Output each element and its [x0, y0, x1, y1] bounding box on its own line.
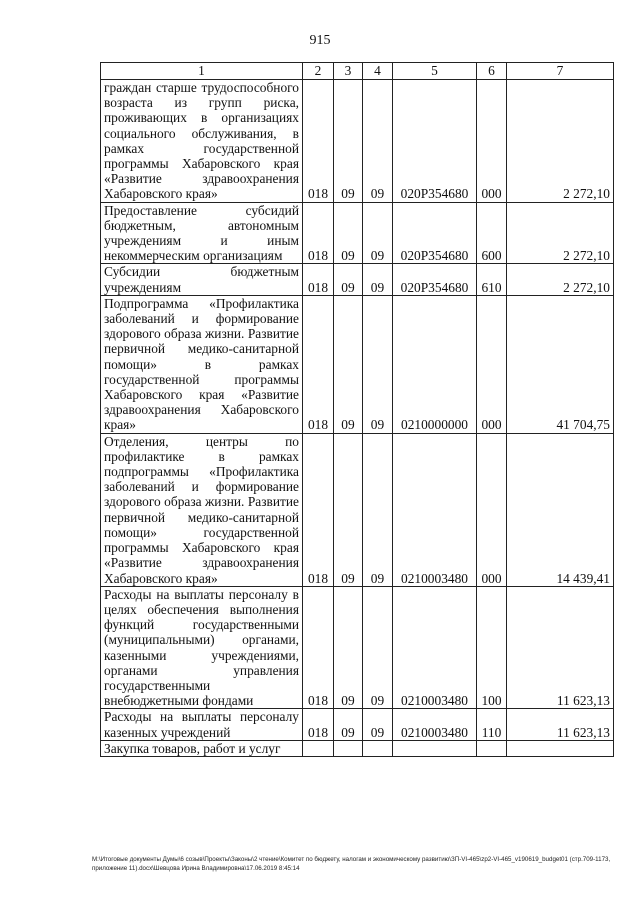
- expense-type-code: 000: [477, 433, 507, 586]
- row-description: граждан старше трудоспособного возраста из групп риска, проживающих в организациях социального обслуживания, в рамках государственной программы Хабаровского края «Развитие здравоохранения Хабаровского края»: [101, 80, 303, 203]
- target-article-code: 020Р354680: [393, 80, 477, 203]
- target-article-code: 020Р354680: [393, 264, 477, 295]
- header-col-6: 6: [477, 63, 507, 80]
- amount: 14 439,41: [507, 433, 614, 586]
- budget-table: [100, 62, 614, 757]
- target-article-code: 0210003480: [393, 586, 477, 709]
- table-row: [101, 202, 614, 264]
- header-row: [101, 63, 614, 80]
- ministry-code: 018: [303, 264, 334, 295]
- table-row: [101, 433, 614, 586]
- ministry-code: 018: [303, 80, 334, 203]
- expense-type-code: 100: [477, 586, 507, 709]
- row-description: Субсидии бюджетным учреждениям: [101, 264, 303, 295]
- table-row: [101, 264, 614, 295]
- table-row: [101, 586, 614, 709]
- empty-cell: [507, 740, 614, 756]
- empty-cell: [303, 740, 334, 756]
- ministry-code: 018: [303, 295, 334, 433]
- table-row: [101, 295, 614, 433]
- subsection-code: 09: [363, 709, 393, 740]
- header-col-3: 3: [334, 63, 363, 80]
- row-description: Расходы на выплаты персоналу казенных учреждений: [101, 709, 303, 740]
- row-description: Отделения, центры по профилактике в рамках подпрограммы «Профилактика заболеваний и формирование здорового образа жизни. Развитие первичной медико-санитарной помощи» государственной программы Хабаровского края «Развитие здравоохранения Хабаровского края»: [101, 433, 303, 586]
- empty-cell: [363, 740, 393, 756]
- empty-cell: [477, 740, 507, 756]
- row-description: Закупка товаров, работ и услуг: [101, 740, 303, 756]
- ministry-code: 018: [303, 709, 334, 740]
- section-code: 09: [334, 80, 363, 203]
- ministry-code: 018: [303, 202, 334, 264]
- row-description: Расходы на выплаты персоналу в целях обеспечения выполнения функций государственными (муниципальными) органами, казенными учреждениями, органами управления государственными внебюджетными фондами: [101, 586, 303, 709]
- section-code: 09: [334, 433, 363, 586]
- section-code: 09: [334, 709, 363, 740]
- target-article-code: 0210003480: [393, 709, 477, 740]
- table-row: [101, 709, 614, 740]
- expense-type-code: 600: [477, 202, 507, 264]
- document-footer-path: M:\Итоговые документы Думы\6 созыв\Проекты\Законы\2 чтение\Комитет по бюджету, налогам и экономическому развитию\ЗП-VI-465\zp2-VI-465_v190619_budget01 (стр.709-1173, приложение 11).docx\Шевцова Ирина Владимировна\17.06.2019 8:45:14: [92, 856, 611, 872]
- expense-type-code: 610: [477, 264, 507, 295]
- empty-cell: [393, 740, 477, 756]
- subsection-code: 09: [363, 586, 393, 709]
- expense-type-code: 110: [477, 709, 507, 740]
- header-col-2: 2: [303, 63, 334, 80]
- table-row: [101, 80, 614, 203]
- expense-type-code: 000: [477, 295, 507, 433]
- subsection-code: 09: [363, 295, 393, 433]
- target-article-code: 0210000000: [393, 295, 477, 433]
- subsection-code: 09: [363, 202, 393, 264]
- ministry-code: 018: [303, 433, 334, 586]
- subsection-code: 09: [363, 433, 393, 586]
- ministry-code: 018: [303, 586, 334, 709]
- header-col-5: 5: [393, 63, 477, 80]
- section-code: 09: [334, 202, 363, 264]
- subsection-code: 09: [363, 264, 393, 295]
- amount: 2 272,10: [507, 80, 614, 203]
- expense-type-code: 000: [477, 80, 507, 203]
- target-article-code: 020Р354680: [393, 202, 477, 264]
- header-col-7: 7: [507, 63, 614, 80]
- empty-cell: [334, 740, 363, 756]
- row-description: Подпрограмма «Профилактика заболеваний и формирование здорового образа жизни. Развитие первичной медико-санитарной помощи» в рамках государственной программы Хабаровского края «Развитие здравоохранения Хабаровского края»: [101, 295, 303, 433]
- page-number: 915: [309, 33, 331, 48]
- amount: 11 623,13: [507, 709, 614, 740]
- header-col-4: 4: [363, 63, 393, 80]
- section-code: 09: [334, 586, 363, 709]
- target-article-code: 0210003480: [393, 433, 477, 586]
- amount: 11 623,13: [507, 586, 614, 709]
- amount: 2 272,10: [507, 264, 614, 295]
- table-row-partial: [101, 740, 614, 756]
- amount: 41 704,75: [507, 295, 614, 433]
- row-description: Предоставление субсидий бюджетным, автономным учреждениям и иным некоммерческим организациям: [101, 202, 303, 264]
- header-col-1: 1: [101, 63, 303, 80]
- section-code: 09: [334, 264, 363, 295]
- section-code: 09: [334, 295, 363, 433]
- amount: 2 272,10: [507, 202, 614, 264]
- subsection-code: 09: [363, 80, 393, 203]
